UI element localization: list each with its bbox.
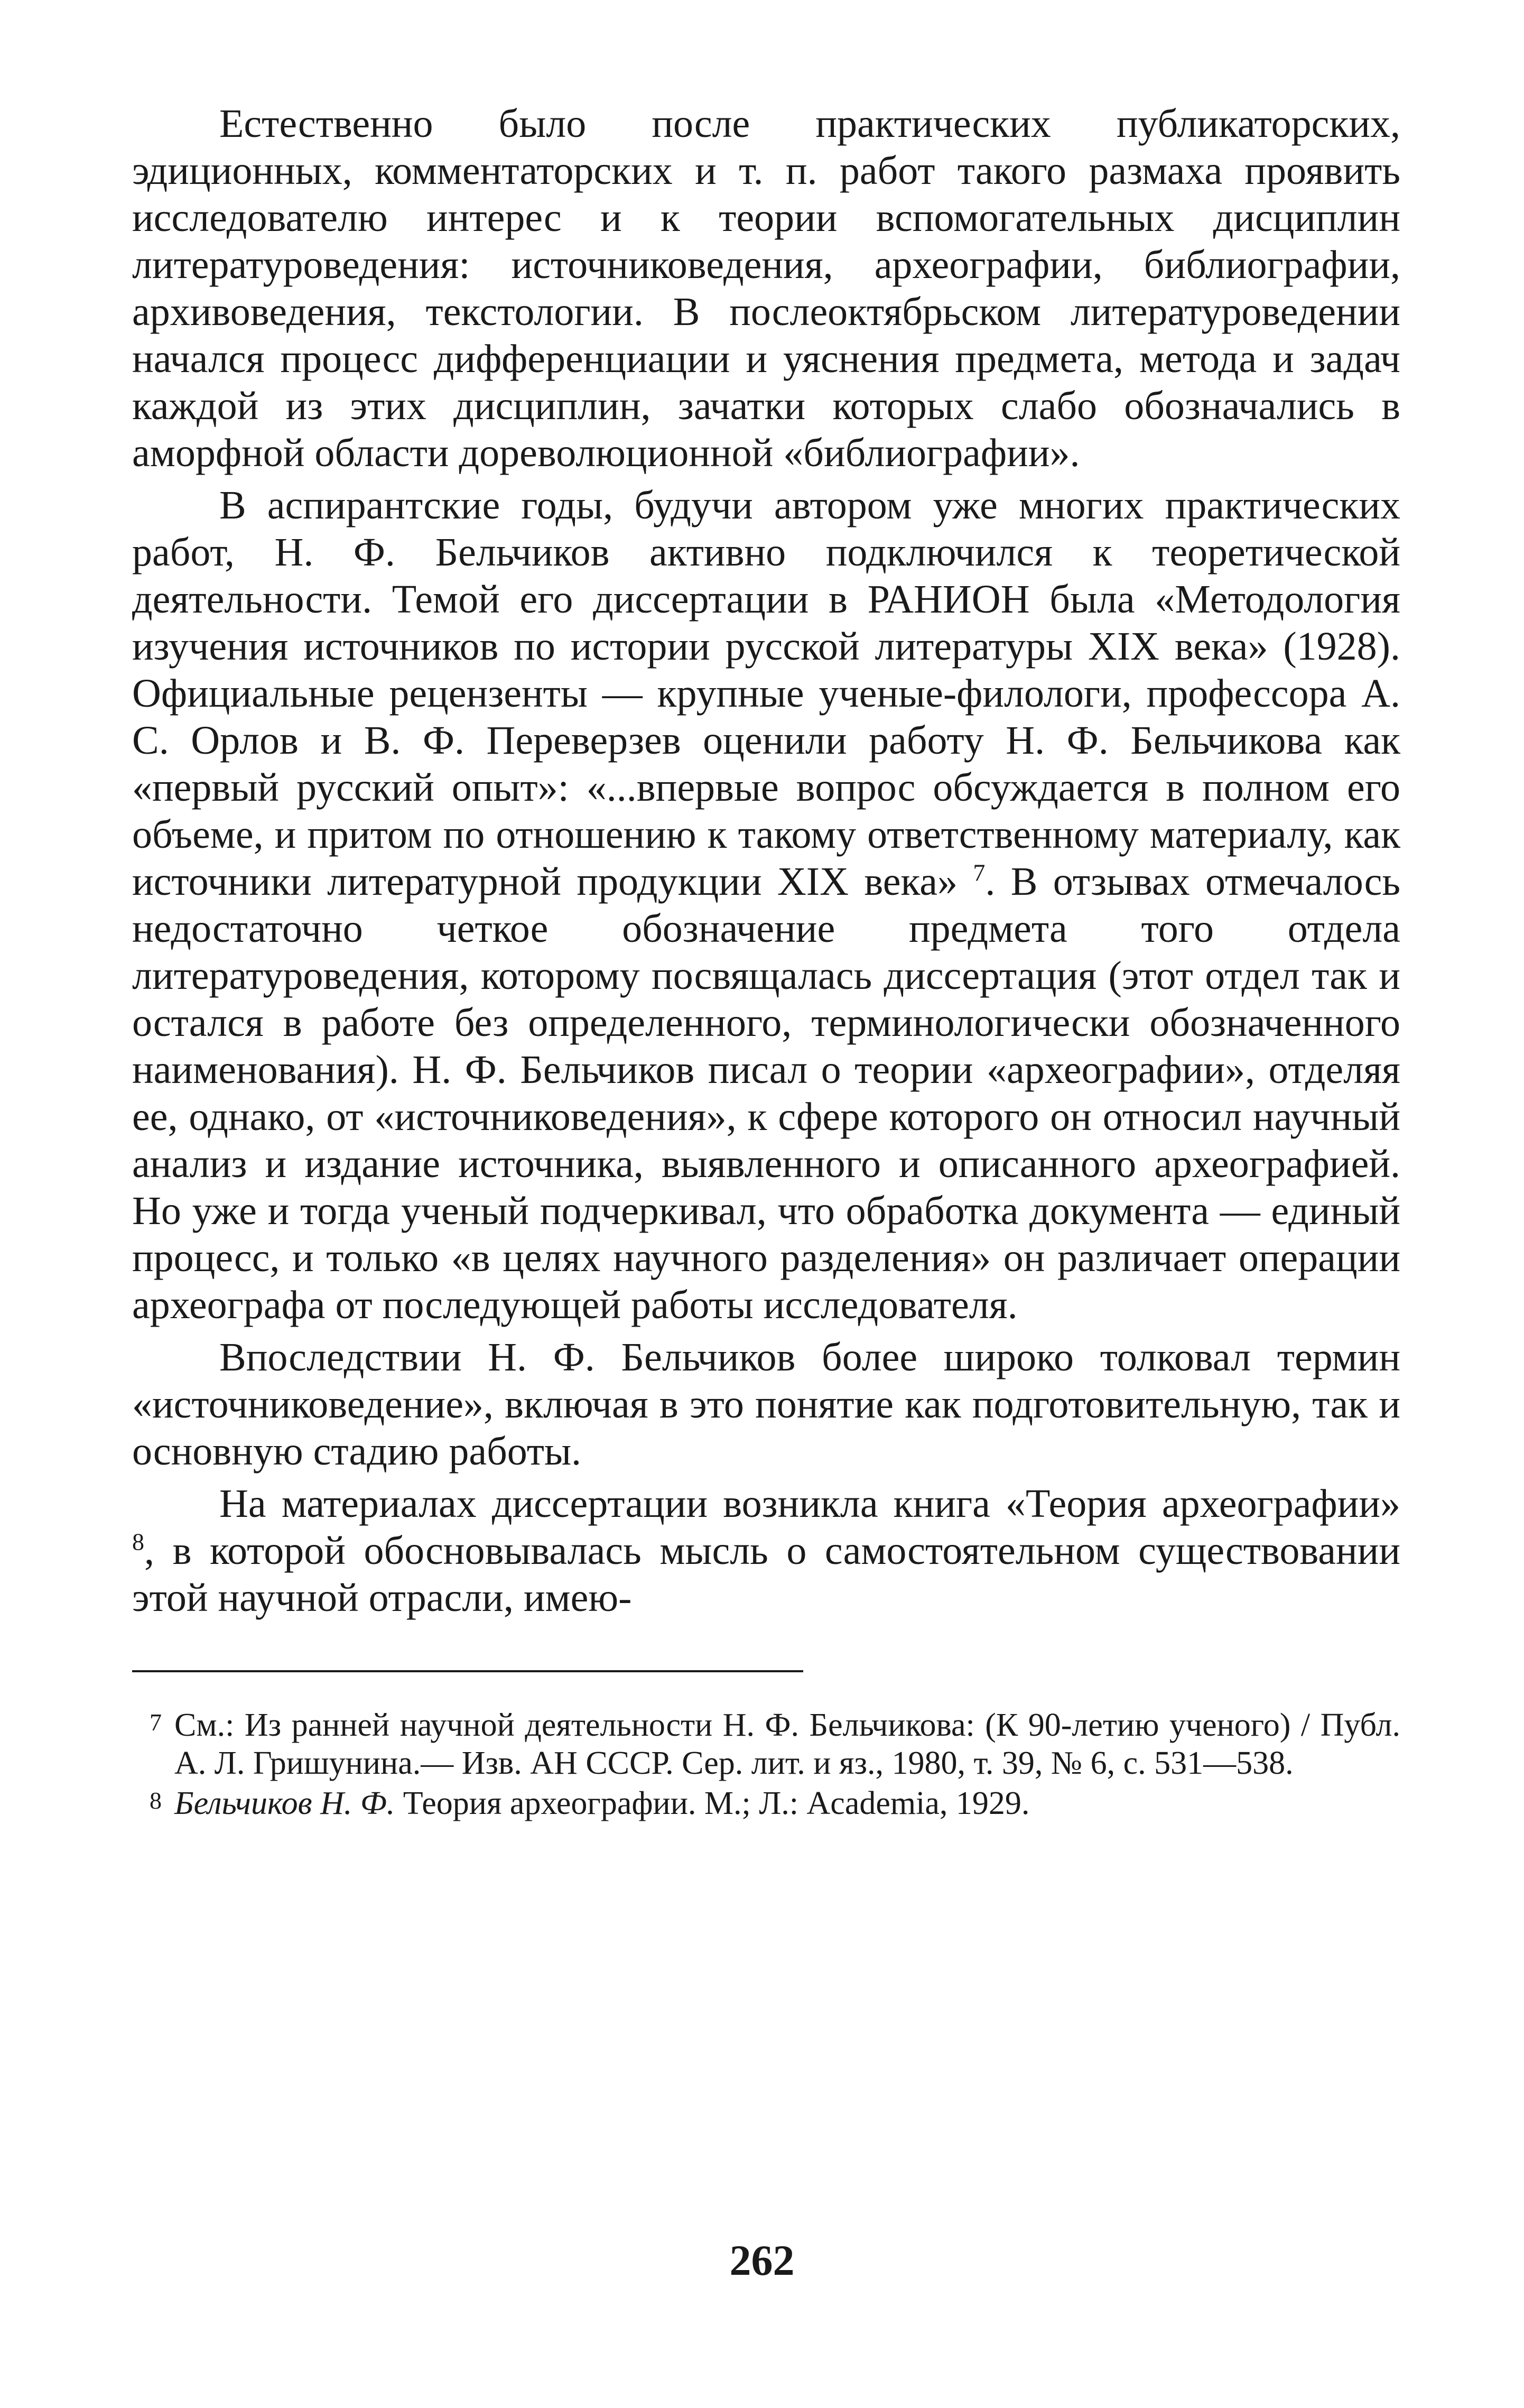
page-number: 262: [729, 2236, 795, 2284]
page-content: [132, 100, 1400, 1824]
paragraph-1: [132, 100, 1400, 477]
main-text: [132, 100, 1400, 1622]
paragraph-2: [132, 482, 1400, 1329]
paragraph-3-text: Впоследствии Н. Ф. Бельчиков более широко толковал термин «источниковедение», включая в это понятие как подготовительную, так и основную стадию работы.: [132, 1335, 1400, 1474]
footnote-number: 8: [150, 1787, 162, 1814]
paragraph-4-text: На материалах диссертации возникла книга «Теория археографии»: [219, 1481, 1400, 1526]
paragraph-4: [132, 1480, 1400, 1622]
paragraph-4-continuation: , в которой обосновывалась мысль о самостоятельном существовании этой научной отрасли, имею-: [132, 1529, 1400, 1620]
paragraph-2-text: В аспирантские годы, будучи автором уже многих практических работ, Н. Ф. Бельчиков активно подключился к теоретической деятельности. Темой его диссертации в РАНИОН была «Методология изучения источников по истории русской литературы XIX века» (1928). Официальные рецензенты — крупные ученые-филологи, профессора А. С. Орлов и В. Ф. Переверзев оценили работу Н. Ф. Бельчикова как «первый русский опыт»: «...впервые вопрос обсуждается в полном его объеме, и притом по отношению к такому ответственному материалу, как источники литературной продукции XIX века»: [132, 483, 1400, 904]
paragraph-3: [132, 1334, 1400, 1475]
footnote-divider: [132, 1670, 803, 1672]
footnotes: [132, 1706, 1400, 1822]
footnote-text: См.: Из ранней научной деятельности Н. Ф. Бельчикова: (К 90-летию ученого) / Публ. А. Л. Гришунина.— Изв. АН СССР. Сер. лит. и яз., 1980, т. 39, № 6, с. 531—538.: [174, 1707, 1400, 1781]
paragraph-1-text: Естественно было после практических публикаторских, эдиционных, комментаторских и т. п. работ такого размаха проявить исследователю интерес и к теории вспомогательных дисциплин литературоведения: источниковедения, археографии, библиографии, архивоведения, текстологии. В послеоктябрьском литературоведении начался процесс дифференциации и уяснения предмета, метода и задач каждой из этих дисциплин, зачатки которых слабо обозначались в аморфной области дореволюционной «библиографии».: [132, 101, 1400, 475]
footnote-ref-7[interactable]: 7: [973, 859, 986, 886]
footnote-author: Бельчиков Н. Ф.: [174, 1785, 395, 1821]
paragraph-2-continuation: . В отзывах отмечалось недостаточно четкое обозначение предмета того отдела литературоведения, которому посвящалась диссертация (этот отдел так и остался в работе без определенного, терминологически обозначенного наименования). Н. Ф. Бельчиков писал о теории «археографии», отделяя ее, однако, от «источниковедения», к сфере которого он относил научный анализ и издание источника, выявленного и описанного археографией. Но уже и тогда ученый подчеркивал, что обработка документа — единый процесс, и только «в целях научного разделения» он различает операции археографа от последующей работы исследователя.: [132, 859, 1400, 1327]
footnote-ref-8[interactable]: 8: [132, 1528, 144, 1555]
footnote-body: [174, 1784, 1400, 1822]
footnote-number: 7: [150, 1709, 162, 1736]
footnote-8: [132, 1784, 1400, 1822]
footnote-text: Теория археографии. М.; Л.: Academia, 1929.: [395, 1785, 1030, 1821]
footnote-7: [132, 1706, 1400, 1782]
